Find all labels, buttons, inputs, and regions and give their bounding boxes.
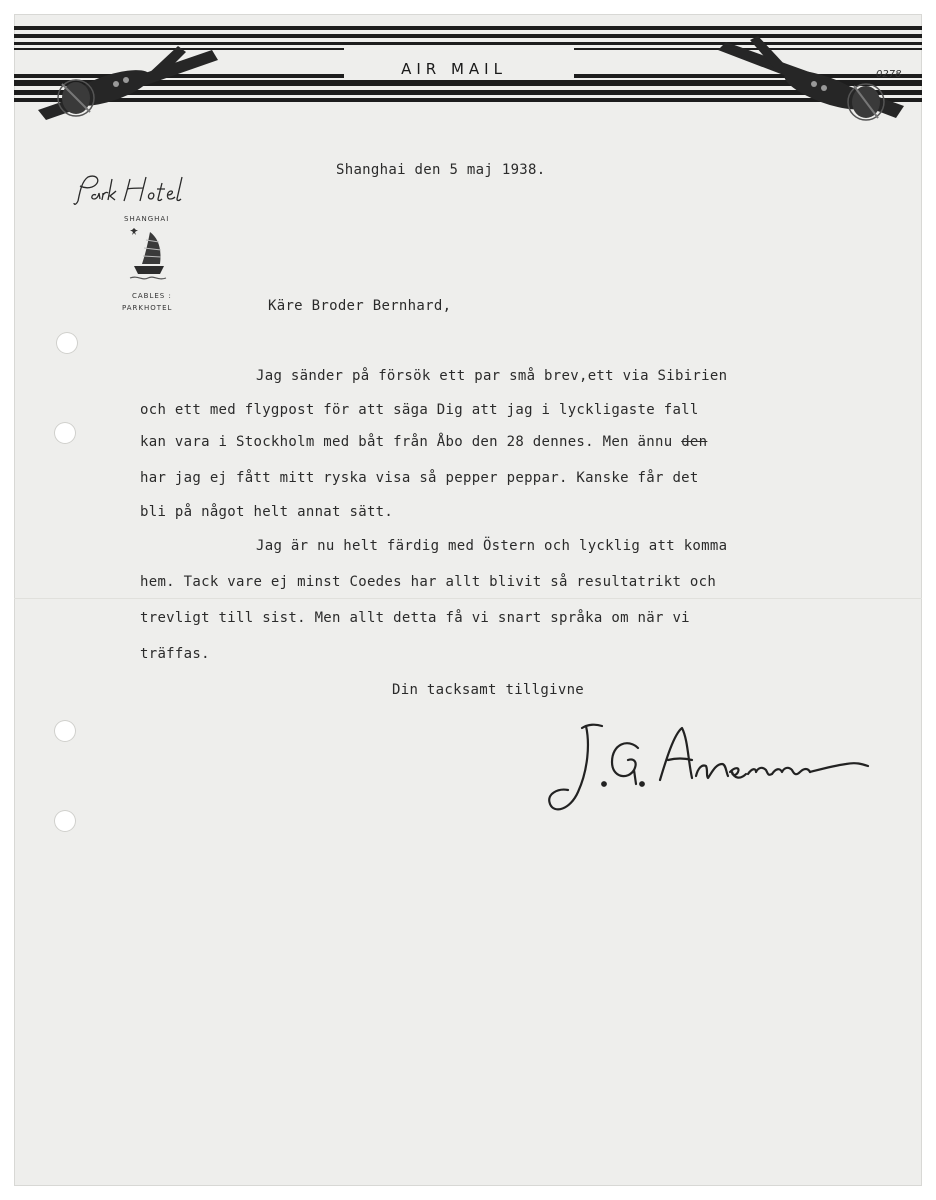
airplane-left-icon [28,28,218,120]
salutation: Käre Broder Bernhard, [268,298,452,314]
struck-word: den [681,434,708,450]
paragraph1-line3-text: kan vara i Stockholm med båt från Åbo den 28 dennes. Men ännu [140,434,682,450]
signature [542,714,872,824]
junk-ship-emblem-icon [128,226,168,286]
punch-hole [54,422,76,444]
paragraph1-line5: bli på något helt annat sätt. [140,504,394,520]
date-line: Shanghai den 5 maj 1938. [336,162,546,178]
hotel-city: SHANGHAI [124,215,170,223]
punch-hole [56,332,78,354]
cables-address: PARKHOTEL [122,304,173,312]
paragraph2-line2: hem. Tack vare ej minst Coedes har allt blivit så resultatrikt och [140,574,717,590]
air-mail-title: AIR MAIL [401,60,507,78]
paragraph1-line1: Jag sänder på försök ett par små brev,ett via Sibirien [256,368,728,384]
paragraph1-line3 [140,434,707,450]
paragraph2-line4: träffas. [140,646,210,662]
paragraph1-line4: har jag ej fått mitt ryska visa så pepper peppar. Kanske får det [140,470,699,486]
park-hotel-logo [72,171,202,211]
closing: Din tacksamt tillgivne [392,682,585,698]
punch-hole [54,810,76,832]
paragraph2-line1: Jag är nu helt färdig med Östern och lycklig att komma [256,538,728,554]
punch-hole [54,720,76,742]
paragraph1-line2: och ett med flygpost för att säga Dig att jag i lyckligaste fall [140,402,699,418]
paragraph2-line3: trevligt till sist. Men allt detta få vi snart språka om när vi [140,610,690,626]
cables-label: CABLES : [132,292,172,300]
letter-sheet [14,14,922,1186]
reference-number: 0278 [876,69,902,80]
fold-crease [14,598,922,599]
